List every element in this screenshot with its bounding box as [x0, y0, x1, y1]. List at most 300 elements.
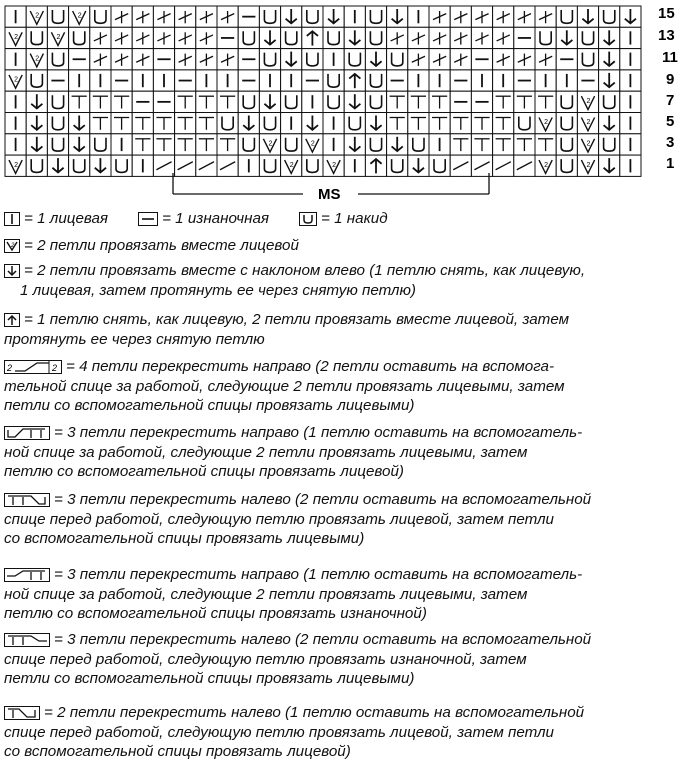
chart-cell-ssk [259, 91, 280, 112]
chart-cell-x3lk [90, 91, 111, 112]
legend-cross3r-purl-text-2: ной спице за работой, следующие 2 петли провязать лицевыми, затем [4, 585, 528, 603]
chart-cell-yo [47, 6, 68, 27]
legend-sk2p [4, 310, 690, 349]
svg-text:2: 2 [56, 33, 61, 41]
cross3l-purl-symbol [4, 633, 50, 647]
chart-cell-ssk [69, 113, 90, 134]
legend-cross3l-knit-text-3: со вспомогательной спицы провязать лицевыми) [4, 530, 365, 547]
chart-cell-x3rk [535, 91, 556, 112]
cross3l-knit-symbol [4, 493, 50, 507]
chart-cell-x3lp [217, 6, 238, 27]
chart-cell-yo [323, 70, 344, 91]
chart-cell-c4 [175, 155, 196, 176]
legend-k2tog-text: = 2 петли провязать вместе лицевой [24, 237, 299, 254]
chart-cell-k [5, 134, 26, 155]
chart-cell-yo [556, 134, 577, 155]
knit-symbol [4, 212, 20, 226]
svg-text:2: 2 [7, 363, 13, 373]
chart-cell-x3lk [429, 91, 450, 112]
chart-cell-ssk [599, 113, 620, 134]
chart-cell-p [450, 70, 471, 91]
chart-cell-c4 [514, 155, 535, 176]
chart-cell-yo [47, 91, 68, 112]
legend-cross3l-knit-text-1: = 3 петли перекрестить налево (2 петли оставить на вспомогательной [54, 491, 592, 508]
chart-cell-k2 [535, 113, 556, 134]
chart-cell-yo [323, 91, 344, 112]
sk2p-symbol [4, 313, 20, 327]
legend-cross3r-purl [4, 565, 690, 624]
chart-cell-x3lp [535, 49, 556, 70]
chart-grid [5, 6, 641, 176]
legend-cross3r-knit-text-2: ной спице за работой, следующие 2 петли провязать лицевыми, затем [4, 443, 528, 461]
ssk-symbol [4, 264, 20, 278]
chart-cell-x3lk [408, 91, 429, 112]
chart-cell-k [535, 70, 556, 91]
chart-cell-k [217, 70, 238, 91]
chart-cell-k2 [577, 155, 598, 176]
chart-cell-k [620, 70, 641, 91]
chart-cell-ssk [577, 6, 598, 27]
svg-text:2: 2 [586, 119, 591, 127]
legend-cross2l-text-2: спице перед работой, следующую петлю провязать лицевой, затем петли [4, 723, 554, 741]
chart-cell-k2 [577, 134, 598, 155]
chart-cell-x3rp [408, 27, 429, 48]
cross3r-knit-symbol [4, 426, 50, 440]
yarn-over-symbol [299, 212, 317, 226]
chart-cell-yo [577, 49, 598, 70]
chart-cell-k [620, 113, 641, 134]
legend-cross3l-knit [4, 490, 690, 549]
chart-cell-yo [365, 91, 386, 112]
chart-cell-x3rp [408, 49, 429, 70]
chart-cell-k2 [47, 27, 68, 48]
row-number: 11 [662, 49, 678, 66]
chart-cell-x3rp [429, 6, 450, 27]
svg-text:2: 2 [310, 140, 315, 148]
chart-cell-yo [69, 27, 90, 48]
chart-cell-p [132, 91, 153, 112]
chart-cell-yo [429, 155, 450, 176]
chart-cell-x3lp [175, 6, 196, 27]
chart-cell-x3rk [493, 91, 514, 112]
chart-cell-x3lp [493, 49, 514, 70]
chart-cell-k [196, 70, 217, 91]
chart-cell-ssk [387, 134, 408, 155]
chart-cell-x3lp [217, 49, 238, 70]
legend-cross3l-purl-text-3: петли со вспомогательной спицы провязать лицевыми) [4, 670, 415, 687]
chart-cell-yo [259, 6, 280, 27]
chart-cell-yo [599, 134, 620, 155]
chart-cell-k2 [259, 134, 280, 155]
chart-cell-k2 [5, 155, 26, 176]
k2tog-symbol [4, 239, 20, 253]
chart-cell-x3rk [175, 113, 196, 134]
chart-cell-x3lk [132, 113, 153, 134]
chart-cell-x2l [471, 134, 492, 155]
chart-cell-yo [599, 91, 620, 112]
chart-cell-yo [26, 70, 47, 91]
chart-cell-k [429, 134, 450, 155]
legend-cross4-text-2: тельной спице за работой, следующие 2 петли провязать лицевыми, затем [4, 377, 565, 395]
chart-cell-x3lp [514, 6, 535, 27]
chart-cell-ssk [344, 91, 365, 112]
chart-cell-x3rp [111, 49, 132, 70]
chart-cell-k [132, 155, 153, 176]
chart-cell-p [238, 70, 259, 91]
chart-cell-x3lk [90, 113, 111, 134]
chart-cell-yo [69, 155, 90, 176]
legend-cross3r-purl-text-3: петлю со вспомогательной спицы провязать изнаночной) [4, 605, 427, 622]
chart-cell-x3rk [217, 134, 238, 155]
chart-cell-k2 [577, 113, 598, 134]
chart-cell-x3rp [450, 6, 471, 27]
chart-cell-k [408, 6, 429, 27]
chart-cell-yo [365, 27, 386, 48]
chart-cell-k [259, 70, 280, 91]
chart-cell-ssk [302, 113, 323, 134]
chart-cell-k [5, 49, 26, 70]
chart-cell-x3rp [429, 49, 450, 70]
chart-cell-x3rk [493, 113, 514, 134]
chart-cell-k [344, 6, 365, 27]
chart-cell-yo [90, 134, 111, 155]
chart-cell-k2 [281, 155, 302, 176]
chart-cell-yo [302, 49, 323, 70]
chart-cell-p [69, 49, 90, 70]
chart-cell-ssk [599, 27, 620, 48]
svg-text:2: 2 [35, 12, 40, 20]
svg-text:2: 2 [11, 243, 15, 249]
chart-cell-ssk [620, 6, 641, 27]
chart-cell-ssk [408, 155, 429, 176]
chart-cell-x3rk [514, 134, 535, 155]
chart-cell-yo [26, 155, 47, 176]
chart-cell-x3rk [153, 113, 174, 134]
chart-cell-k [281, 70, 302, 91]
chart-cell-x3rk [493, 134, 514, 155]
svg-text:2: 2 [332, 161, 337, 169]
svg-text:2: 2 [14, 33, 19, 41]
svg-text:2: 2 [586, 140, 591, 148]
chart-cell-x3lp [175, 27, 196, 48]
chart-cell-p [238, 49, 259, 70]
chart-cell-yo [344, 113, 365, 134]
chart-cell-k2 [5, 27, 26, 48]
svg-text:2: 2 [268, 140, 273, 148]
chart-cell-yo [387, 49, 408, 70]
legend-cross4-text-1: = 4 петли перекрестить направо (2 петли оставить на вспомога- [66, 358, 555, 375]
chart-cell-x3rp [90, 27, 111, 48]
chart-cell-ssk [281, 6, 302, 27]
chart-cell-yo [259, 49, 280, 70]
legend-k2tog [4, 236, 690, 256]
legend-knit-text: = 1 лицевая [24, 210, 109, 227]
chart-cell-p [514, 27, 535, 48]
chart-cell-p [556, 49, 577, 70]
legend-cross3l-knit-text-2: спице перед работой, следующую петлю провязать лицевой, затем петли [4, 510, 554, 528]
legend-cross3l-purl-text-1: = 3 петли перекрестить налево (2 петли оставить на вспомогательной [54, 631, 592, 648]
chart-cell-p [47, 70, 68, 91]
chart-cell-yo [577, 27, 598, 48]
chart-cell-ssk [47, 155, 68, 176]
chart-cell-x3lp [153, 27, 174, 48]
chart-cell-yo [365, 70, 386, 91]
legend-purl-text: = 1 изнаночная [162, 210, 270, 227]
chart-cell-ssk [281, 49, 302, 70]
legend-knit [4, 209, 108, 229]
chart-cell-ssk [323, 6, 344, 27]
chart-cell-yo [281, 27, 302, 48]
chart-cell-k [620, 27, 641, 48]
cross4-symbol [4, 360, 62, 374]
chart-cell-k [302, 91, 323, 112]
svg-text:2: 2 [35, 55, 40, 63]
svg-text:2: 2 [77, 12, 82, 20]
svg-text:2: 2 [544, 161, 549, 169]
chart-cell-yo [408, 134, 429, 155]
chart-cell-x3lk [387, 113, 408, 134]
chart-cell-x3rk [450, 113, 471, 134]
svg-text:2: 2 [544, 119, 549, 127]
chart-cell-yo [47, 134, 68, 155]
knitting-chart [0, 0, 695, 200]
chart-cell-ssk [69, 134, 90, 155]
chart-cell-x3rk [175, 91, 196, 112]
chart-cell-yo [387, 155, 408, 176]
legend-row-basic [4, 209, 690, 229]
chart-cell-p [153, 91, 174, 112]
chart-cell-x3lp [535, 6, 556, 27]
chart-cell-k [69, 70, 90, 91]
chart-cell-x3rk [196, 91, 217, 112]
chart-cell-x3lp [175, 49, 196, 70]
chart-cell-yo [281, 134, 302, 155]
legend-ssk-text-1: = 2 петли провязать вместе с наклоном влево (1 петлю снять, как лицевую, [24, 262, 586, 279]
svg-text:2: 2 [586, 161, 591, 169]
chart-cell-x3lp [196, 6, 217, 27]
chart-cell-yo [344, 49, 365, 70]
chart-cell-yo [365, 6, 386, 27]
legend-sk2p-text-2: протянуть ее через снятую петлю [4, 330, 265, 348]
chart-cell-ssk [26, 91, 47, 112]
legend-cross2l-text-1: = 2 петли перекрестить налево (1 петлю оставить на вспомогательной [44, 704, 585, 721]
legend-cross2l [4, 703, 690, 762]
chart-cell-x3rp [387, 27, 408, 48]
chart-cell-k2 [535, 155, 556, 176]
chart-cell-x3rk [196, 113, 217, 134]
chart-cell-k [493, 70, 514, 91]
chart-cell-k [620, 134, 641, 155]
chart-cell-yo [365, 134, 386, 155]
chart-cell-yo [111, 155, 132, 176]
chart-cell-p [153, 49, 174, 70]
row-numbers [658, 5, 678, 172]
chart-cell-sk2p [344, 70, 365, 91]
chart-cell-yo [90, 6, 111, 27]
chart-cell-x3rp [132, 6, 153, 27]
chart-cell-k [344, 155, 365, 176]
legend-cross3l-purl-text-2: спице перед работой, следующую петлю провязать изнаночной, затем [4, 650, 527, 668]
chart-cell-ssk [259, 27, 280, 48]
chart-cell-x3lp [493, 6, 514, 27]
chart-cell-x3lk [111, 91, 132, 112]
chart-cell-x3rk [514, 91, 535, 112]
chart-cell-p [471, 91, 492, 112]
chart-cell-p [514, 70, 535, 91]
chart-cell-yo [259, 155, 280, 176]
legend-cross4 [4, 357, 690, 416]
legend-yarn-over [299, 209, 388, 229]
chart-cell-x2l [132, 134, 153, 155]
row-number: 1 [666, 155, 675, 172]
chart-cell-yo [238, 91, 259, 112]
legend-cross3r-knit [4, 423, 690, 482]
chart-cell-k2 [69, 6, 90, 27]
chart-cell-x3lk [111, 113, 132, 134]
chart-cell-k [323, 134, 344, 155]
legend-cross4-text-3: петли со вспомогательной спицы провязать лицевыми) [4, 397, 415, 414]
legend-sk2p-text-1: = 1 петлю снять, как лицевую, 2 петли провязать вместе лицевой, затем [24, 311, 570, 328]
legend-purl [138, 209, 269, 229]
chart-cell-yo [26, 27, 47, 48]
chart-cell-yo [323, 27, 344, 48]
legend-cross3r-knit-text-3: петлю со вспомогательной спицы провязать лицевой) [4, 463, 404, 480]
chart-cell-k [429, 70, 450, 91]
chart-cell-x3rk [196, 134, 217, 155]
chart-cell-p [577, 70, 598, 91]
chart-cell-yo [556, 6, 577, 27]
chart-cell-k [5, 91, 26, 112]
cross2l-symbol [4, 706, 40, 720]
chart-cell-x3rk [471, 113, 492, 134]
chart-cell-yo [514, 113, 535, 134]
chart-cell-k [620, 91, 641, 112]
chart-cell-x3lp [493, 27, 514, 48]
chart-cell-ssk [599, 49, 620, 70]
chart-cell-x3rk [535, 134, 556, 155]
chart-cell-x3rp [450, 49, 471, 70]
chart-cell-c4 [450, 155, 471, 176]
chart-cell-ssk [90, 155, 111, 176]
chart-cell-x3lk [408, 113, 429, 134]
chart-cell-x3lp [196, 49, 217, 70]
purl-symbol [138, 212, 158, 226]
chart-cell-k [323, 113, 344, 134]
chart-cell-c4 [153, 155, 174, 176]
svg-text:2: 2 [14, 76, 19, 84]
chart-cell-p [217, 27, 238, 48]
chart-cell-p [111, 70, 132, 91]
chart-cell-p [302, 70, 323, 91]
chart-cell-yo [217, 113, 238, 134]
chart-cell-ssk [26, 113, 47, 134]
chart-cell-k2 [323, 155, 344, 176]
chart-cell-yo [556, 155, 577, 176]
legend-ssk-text-2: 1 лицевая, затем протянуть ее через снятую петлю) [20, 281, 416, 299]
chart-cell-yo [47, 49, 68, 70]
chart-cell-x3lk [429, 113, 450, 134]
row-number: 7 [666, 92, 675, 109]
chart-cell-p [387, 70, 408, 91]
chart-cell-k [5, 113, 26, 134]
chart-cell-ssk [344, 134, 365, 155]
chart-cell-k2 [577, 91, 598, 112]
row-number: 15 [658, 5, 675, 22]
chart-cell-ssk [387, 6, 408, 27]
chart-cell-x3lp [514, 49, 535, 70]
legend-cross3r-knit-text-1: = 3 петли перекрестить направо (1 петлю оставить на вспомогатель- [54, 424, 583, 441]
chart-cell-x3lp [196, 27, 217, 48]
chart-cell-p [450, 91, 471, 112]
chart-cell-k [620, 49, 641, 70]
chart-cell-yo [302, 6, 323, 27]
chart-cell-k2 [302, 134, 323, 155]
chart-cell-k [620, 155, 641, 176]
chart-cell-ssk [26, 134, 47, 155]
legend-cross3r-purl-text-1: = 3 петли перекрестить направо (1 петлю оставить на вспомогатель- [54, 566, 583, 583]
chart-cell-yo [535, 27, 556, 48]
chart-cell-k [281, 113, 302, 134]
svg-text:2: 2 [289, 161, 294, 169]
chart-cell-yo [302, 155, 323, 176]
chart-cell-p [471, 49, 492, 70]
chart-cell-x2l [450, 134, 471, 155]
row-number: 13 [658, 27, 675, 44]
chart-cell-x2l [153, 134, 174, 155]
chart-cell-k [408, 70, 429, 91]
chart-cell-k [132, 70, 153, 91]
chart-cell-yo [599, 6, 620, 27]
row-number: 3 [666, 134, 675, 151]
chart-cell-k [471, 70, 492, 91]
chart-cell-ssk [599, 70, 620, 91]
chart-cell-ssk [556, 27, 577, 48]
legend-cross2l-text-3: со вспомогательной спицы провязать лицевой) [4, 743, 351, 760]
chart-cell-x3lp [471, 27, 492, 48]
chart-cell-x3rp [153, 6, 174, 27]
chart-cell-x3rp [90, 49, 111, 70]
chart-cell-x3rp [111, 27, 132, 48]
chart-cell-c4 [217, 155, 238, 176]
chart-cell-p [238, 6, 259, 27]
legend-ssk [4, 261, 690, 300]
row-number: 9 [666, 71, 675, 88]
cross3r-purl-symbol [4, 568, 50, 582]
chart-cell-x3rp [132, 27, 153, 48]
chart-cell-c4 [196, 155, 217, 176]
chart-cell-x3rp [111, 6, 132, 27]
chart-cell-k [111, 134, 132, 155]
ms-label: MS [318, 186, 341, 200]
chart-cell-c4 [493, 155, 514, 176]
chart-cell-yo [281, 91, 302, 112]
chart-cell-yo [47, 113, 68, 134]
legend-yarn-over-text: = 1 накид [321, 210, 388, 227]
chart-cell-ssk [344, 27, 365, 48]
chart-cell-k2 [26, 6, 47, 27]
chart-cell-yo [556, 91, 577, 112]
chart-cell-k [90, 70, 111, 91]
svg-text:2: 2 [586, 97, 591, 105]
chart-cell-ssk [365, 113, 386, 134]
chart-cell-x3lp [450, 27, 471, 48]
chart-cell-x3rk [175, 134, 196, 155]
ms-bracket [173, 173, 489, 200]
svg-text:2: 2 [52, 363, 58, 373]
chart-cell-p [175, 70, 196, 91]
row-number: 5 [666, 113, 675, 130]
chart-cell-x3rk [217, 91, 238, 112]
